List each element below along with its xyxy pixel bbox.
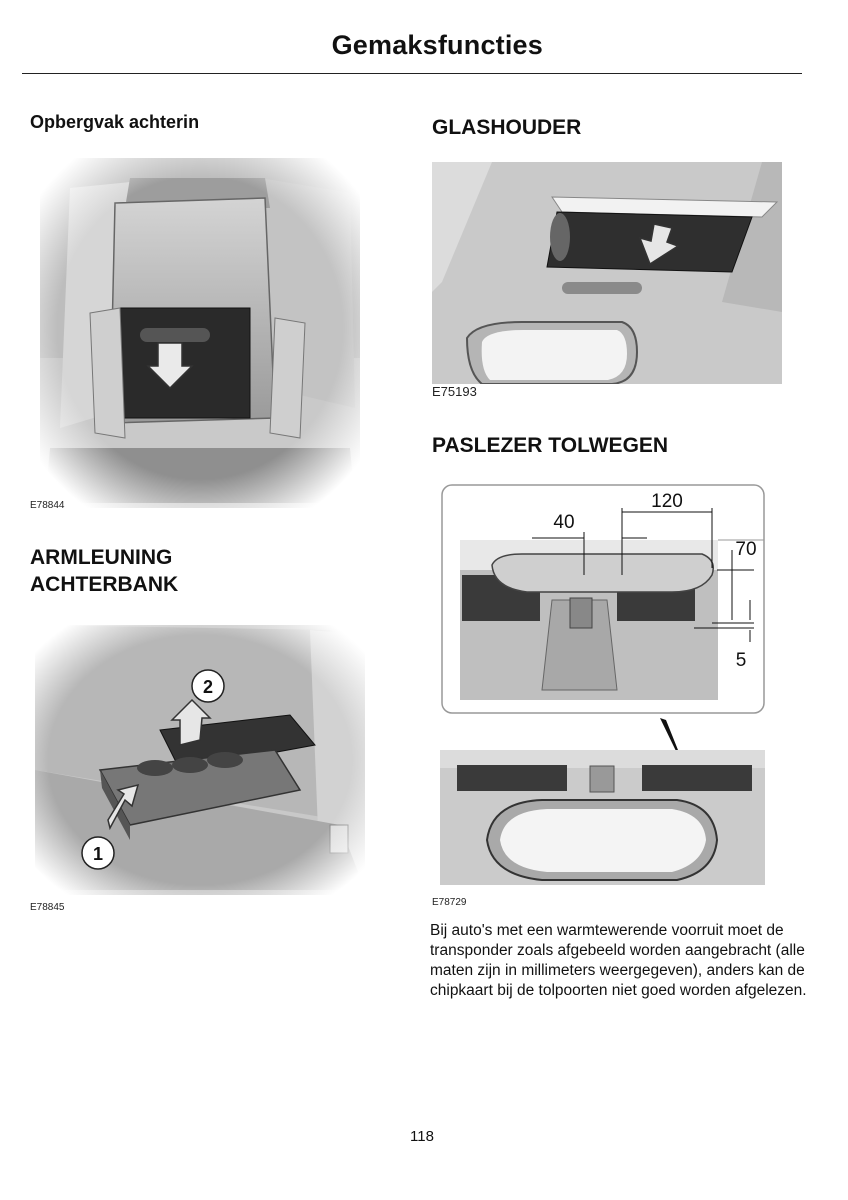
dimension-40: 40 [553,512,575,533]
dimension-70: 70 [735,539,757,560]
storage-heading: Opbergvak achterin [30,112,200,132]
callout-2 [192,670,224,702]
toll-figure [432,480,777,898]
toll-body-text: Bij auto's met een warmtewerende voorruit moet de transponder zoals afgebeeld worden aangebracht (alle maten zijn in millimeters weergegeven), anders kan de chipkaart bij de tolpoorten niet goed worden afgelezen. [430,922,807,999]
armrest-heading-line1: ARMLEUNING [30,546,173,569]
armrest-figure [30,620,370,900]
storage-figure-id: E78844 [30,500,65,511]
svg-text:1: 1 [92,844,104,864]
cupholder-heading: GLASHOUDER [432,116,582,139]
cupholder-figure [432,162,782,384]
armrest-heading-line2: ACHTERBANK [30,573,179,596]
storage-figure [30,148,370,508]
dimension-120: 120 [651,491,683,512]
callout-1 [82,837,114,869]
page-number: 118 [410,1128,434,1145]
toll-heading: PASLEZER TOLWEGEN [432,434,669,457]
header-divider [22,73,802,74]
page-title: Gemaksfuncties [331,30,543,60]
cupholder-figure-id: E75193 [432,384,477,399]
armrest-heading [30,544,178,598]
armrest-figure-id: E78845 [30,902,65,913]
dimension-5: 5 [735,650,747,671]
toll-figure-id: E78729 [432,897,467,908]
svg-text:2: 2 [202,677,214,697]
